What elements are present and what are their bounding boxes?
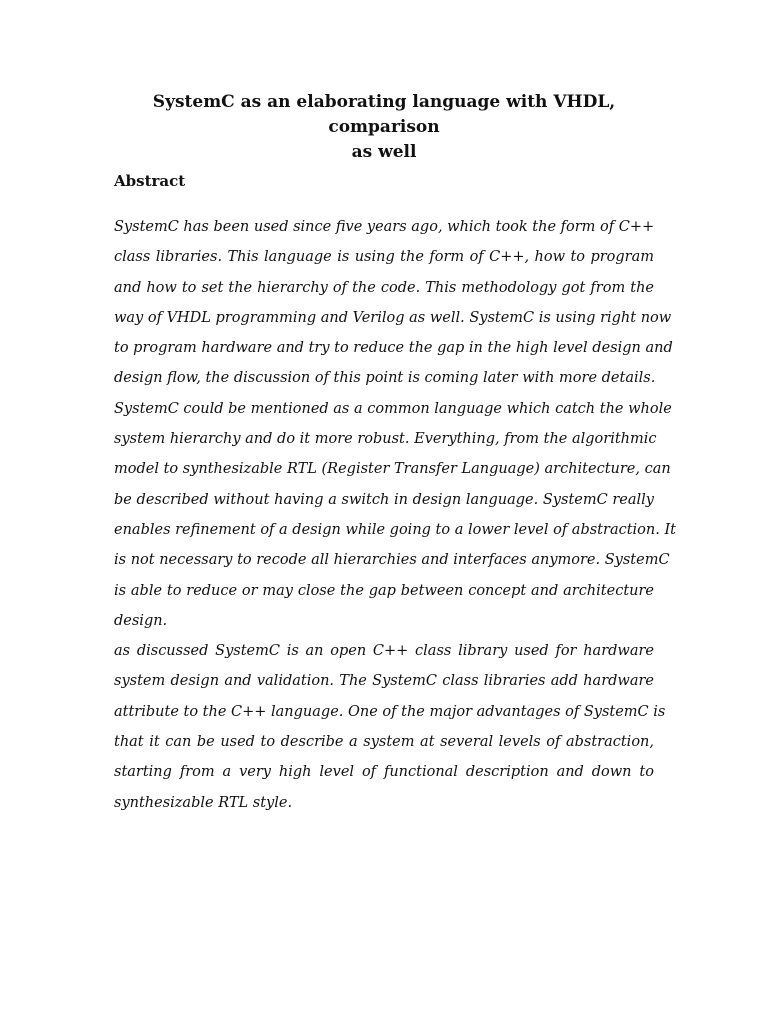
body-text-line: to program hardware and try to reduce the gap in the high level design and — [114, 340, 673, 357]
document-title — [100, 90, 668, 165]
title-line: as well — [351, 142, 417, 162]
abstract-body — [114, 212, 677, 818]
body-text-line: system design and validation. The SystemC class libraries add hardware — [114, 673, 654, 690]
title-line: SystemC as an elaborating language with VHDL, comparison — [152, 92, 616, 137]
body-text-line: starting from a very high level of functional description and down to — [114, 764, 654, 781]
body-text-line: system hierarchy and do it more robust. Everything, from the algorithmic — [114, 431, 657, 448]
body-text-line: is not necessary to recode all hierarchies and interfaces anymore. SystemC — [114, 552, 670, 569]
body-text-line: model to synthesizable RTL (Register Transfer Language) architecture, can — [114, 461, 671, 478]
body-text-line: design. — [114, 612, 168, 629]
body-text-line: class libraries. This language is using the form of C++, how to program — [114, 249, 654, 266]
body-text-line: SystemC has been used since five years ago, which took the form of C++ — [114, 219, 655, 235]
body-text-line: and how to set the hierarchy of the code. This methodology got from the — [114, 279, 654, 296]
body-text-line: be described without having a switch in design language. SystemC really — [114, 491, 654, 508]
body-text-line: that it can be used to describe a system at several levels of abstraction, — [114, 734, 654, 751]
body-text-line: way of VHDL programming and Verilog as well. SystemC is using right now — [114, 309, 672, 326]
section-heading-abstract: Abstract — [114, 172, 186, 190]
body-text-line: SystemC could be mentioned as a common language which catch the whole — [114, 400, 672, 417]
body-text-line: synthesizable RTL style. — [114, 794, 293, 811]
body-text-line: enables refinement of a design while going to a lower level of abstraction. It — [114, 521, 677, 538]
body-text-line: as discussed SystemC is an open C++ class library used for hardware — [114, 643, 654, 660]
body-text-line: is able to reduce or may close the gap between concept and architecture — [114, 582, 654, 599]
body-text-line: design flow, the discussion of this point is coming later with more details. — [114, 370, 656, 387]
body-text-line: attribute to the C++ language. One of the major advantages of SystemC is — [114, 703, 666, 720]
